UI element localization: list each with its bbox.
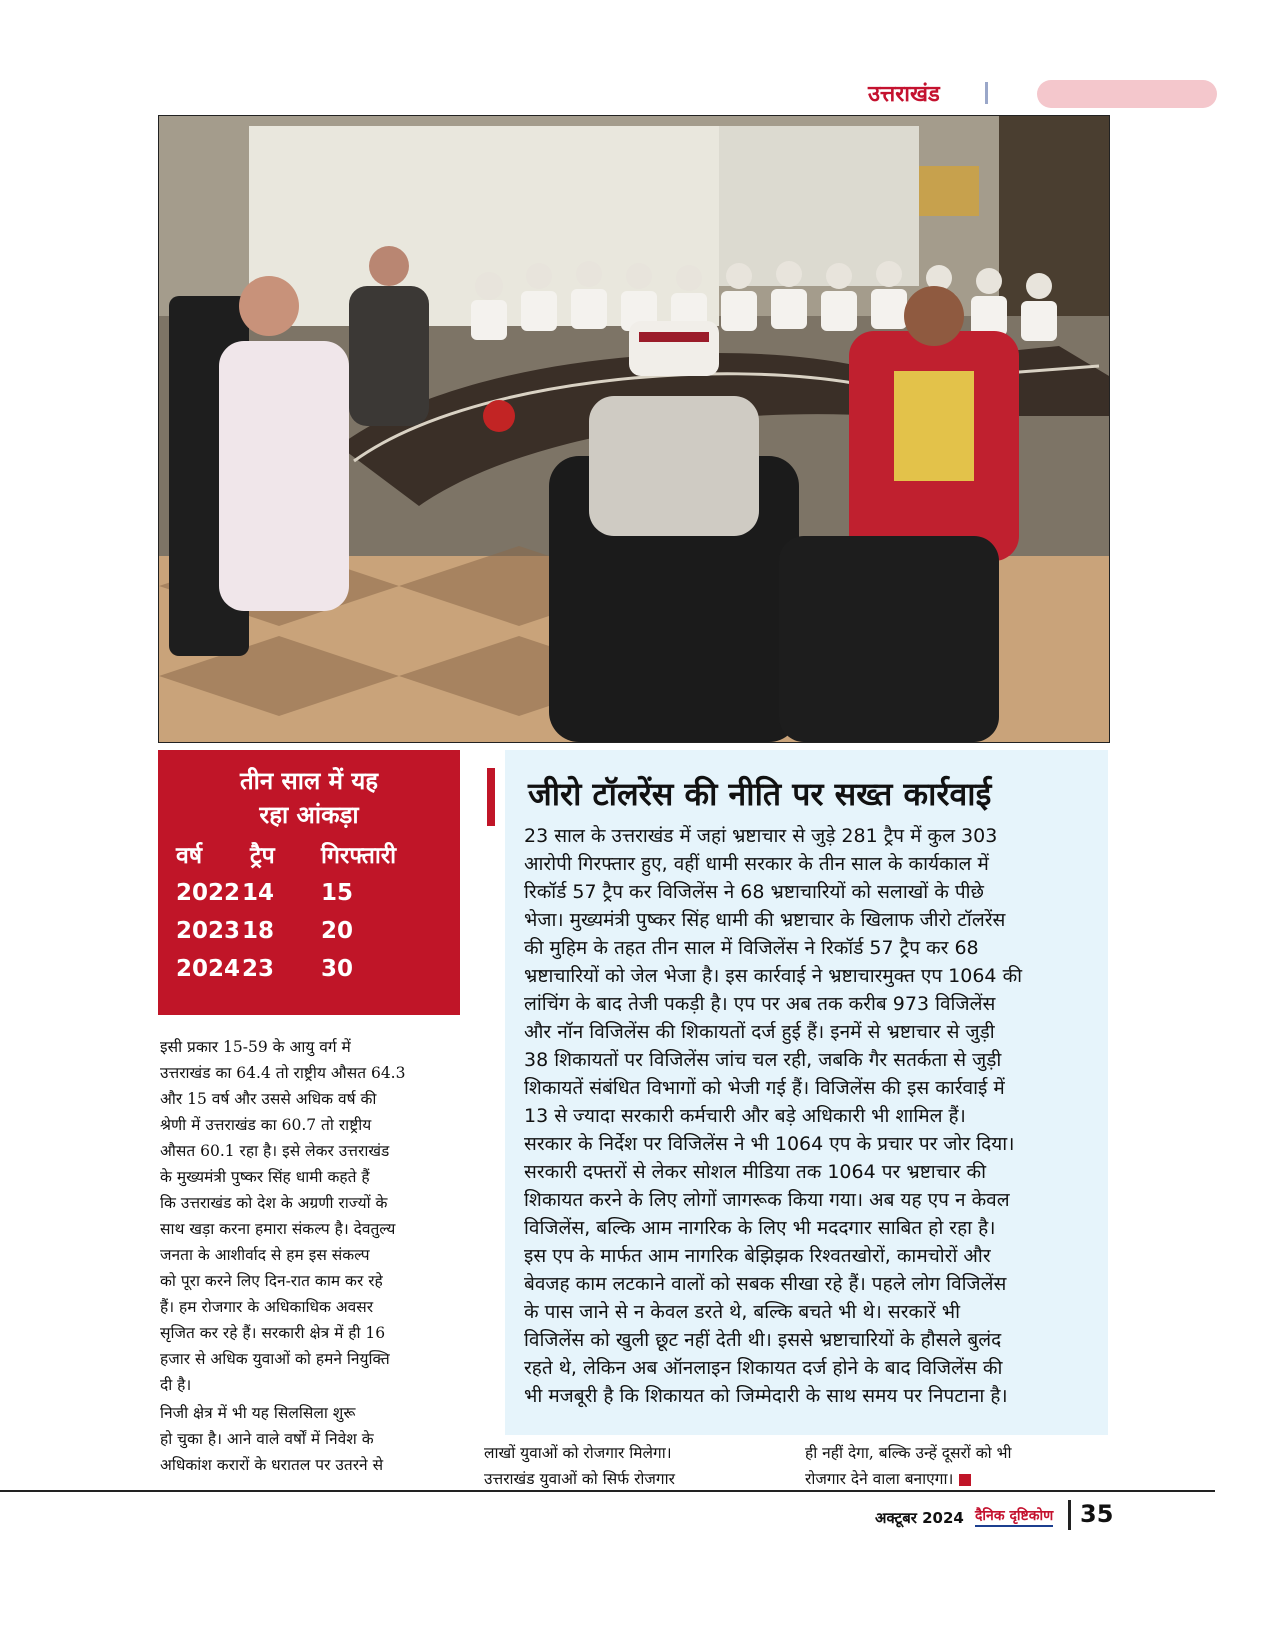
article-line: और नॉन विजिलेंस की शिकायतों दर्ज हुई हैं। इनमें से भ्रष्टाचार से जुड़ी <box>524 1021 995 1043</box>
page-number: 35 <box>1080 1500 1114 1528</box>
body-line: ही नहीं देगा, बल्कि उन्हें दूसरों को भी <box>805 1444 1012 1462</box>
article-line: की मुहिम के तहत तीन साल में विजिलेंस ने रिकॉर्ड 57 ट्रैप कर 68 <box>524 937 979 959</box>
body-line: निजी क्षेत्र में भी यह सिलसिला शुरू <box>160 1404 356 1422</box>
stats-trap: 14 <box>242 880 275 906</box>
wall-painting <box>919 166 979 216</box>
body-line: हो चुका है। आने वाले वर्षों में निवेश के <box>160 1430 374 1448</box>
article-line: आरोपी गिरफ्तार हुए, वहीं धामी सरकार के तीन साल के कार्यकाल में <box>524 853 989 875</box>
body-line: श्रेणी में उत्तराखंड का 60.7 तो राष्ट्रीय <box>160 1116 372 1134</box>
meeting-photo-drawing <box>159 116 1109 742</box>
stats-arrests: 15 <box>321 880 354 906</box>
body-line: इसी प्रकार 15-59 के आयु वर्ग में <box>160 1038 351 1056</box>
body-line: सृजित कर रहे हैं। सरकारी क्षेत्र में ही 16 <box>160 1324 386 1342</box>
body-line: और 15 वर्ष और उससे अधिक वर्ष की <box>160 1090 377 1108</box>
body-line: अधिकांश करारों के धरातल पर उतरने से <box>160 1456 384 1474</box>
body-line: कि उत्तराखंड को देश के अग्रणी राज्यों के <box>160 1194 388 1212</box>
article-line: 13 से ज्यादा सरकारी कर्मचारी और बड़े अधिकारी भी शामिल हैं। <box>524 1105 966 1127</box>
stats-trap: 18 <box>242 918 275 944</box>
footer-divider <box>1068 1500 1071 1530</box>
article-line: भेजा। मुख्यमंत्री पुष्कर सिंह धामी की भ्रष्टाचार के खिलाफ जीरो टॉलरेंस <box>524 909 1006 931</box>
body-line: हजार से अधिक युवाओं को हमने नियुक्ति <box>160 1350 390 1368</box>
publication-logo: दैनिक दृष्टिकोण <box>975 1506 1053 1527</box>
article-line: सरकारी दफ्तरों से लेकर सोशल मीडिया तक 1064 पर भ्रष्टाचार की <box>524 1161 987 1183</box>
stats-title-line2: रहा आंकड़ा <box>259 801 359 829</box>
body-line: दी है। <box>160 1376 192 1394</box>
stats-year: 2024 <box>176 956 241 982</box>
body-line: के मुख्यमंत्री पुष्कर सिंह धामी कहते हैं <box>160 1168 370 1186</box>
article-line: बेवजह काम लटकाने वालों को सबक सीखा रहे हैं। पहले लोग विजिलेंस <box>524 1273 1007 1295</box>
article-line: 38 शिकायतों पर विजिलेंस जांच चल रही, जबकि गैर सतर्कता से जुड़ी <box>524 1049 1002 1071</box>
stats-box <box>158 750 460 1015</box>
speaker-kurta <box>219 341 349 611</box>
stats-year: 2023 <box>176 918 241 944</box>
body-line: हैं। हम रोजगार के अधिकाधिक अवसर <box>160 1298 374 1316</box>
article-headline: जीरो टॉलरेंस की नीति पर सख्त कार्रवाई <box>528 775 992 813</box>
speaker-head <box>239 276 299 336</box>
stats-arrests: 20 <box>321 918 354 944</box>
article-line: शिकायतें संबंधित विभागों को भेजी गई हैं। विजिलेंस की इस कार्रवाई में <box>524 1077 1005 1099</box>
stats-year: 2022 <box>176 880 241 906</box>
article-line: रहते थे, लेकिन अब ऑनलाइन शिकायत दर्ज होने के बाद विजिलेंस की <box>524 1357 1003 1379</box>
tag-divider <box>985 82 988 104</box>
body-line: साथ खड़ा करना हमारा संकल्प है। देवतुल्य <box>160 1220 396 1238</box>
stats-header-trap: ट्रैप <box>250 843 275 869</box>
body-line: उत्तराखंड का 64.4 तो राष्ट्रीय औसत 64.3 <box>160 1064 406 1082</box>
stats-header-year: वर्ष <box>176 843 203 869</box>
body-line: उत्तराखंड युवाओं को सिर्फ रोजगार <box>484 1470 675 1488</box>
article-line: शिकायत करने के लिए लोगों जागरूक किया गया। अब यह एप न केवल <box>524 1189 1010 1211</box>
article-line: के पास जाने से न केवल डरते थे, बल्कि बचते भी थे। सरकारें भी <box>524 1301 961 1323</box>
body-line: जनता के आशीर्वाद से हम इस संकल्प <box>160 1246 370 1264</box>
article-line: भ्रष्टाचारियों को जेल भेजा है। इस कार्रवाई ने भ्रष्टाचारमुक्त एप 1064 की <box>524 965 1023 987</box>
article-line: सरकार के निर्देश पर विजिलेंस ने भी 1064 एप के प्रचार पर जोर दिया। <box>524 1133 1015 1155</box>
meeting-photo <box>158 115 1110 743</box>
footer-rule <box>0 1490 1215 1492</box>
stats-header-arrests: गिरफ्तारी <box>321 843 397 869</box>
body-line-text: रोजगार देने वाला बनाएगा। <box>805 1470 954 1488</box>
article-line: विजिलेंस, बल्कि आम नागरिक के लिए भी मददगार साबित हो रहा है। <box>524 1217 996 1239</box>
flower-bowl <box>483 400 515 432</box>
article-line: रिकॉर्ड 57 ट्रैप कर विजिलेंस ने 68 भ्रष्टाचारियों को सलाखों के पीछे <box>524 881 984 903</box>
section-tag: उत्तराखंड <box>868 82 940 107</box>
body-line: औसत 60.1 रहा है। इसे लेकर उत्तराखंड <box>160 1142 390 1160</box>
chair-right <box>779 536 999 742</box>
himachali-cap <box>629 321 719 376</box>
article-line: लांचिंग के बाद तेजी पकड़ी है। एप पर अब तक करीब 973 विजिलेंस <box>524 993 996 1015</box>
tag-pill <box>1037 80 1217 108</box>
article-line: 23 साल के उत्तराखंड में जहां भ्रष्टाचार से जुड़े 281 ट्रैप में कुल 303 <box>524 825 998 847</box>
end-square-icon <box>959 1474 971 1486</box>
stats-title-line1: तीन साल में यह <box>239 767 378 795</box>
article-line: विजिलेंस को खुली छूट नहीं देती थी। इससे भ्रष्टाचारियों के हौसले बुलंद <box>524 1329 1002 1351</box>
stats-trap: 23 <box>242 956 275 982</box>
headline-accent-bar <box>487 768 495 826</box>
stats-arrests: 30 <box>321 956 354 982</box>
body-line: लाखों युवाओं को रोजगार मिलेगा। <box>484 1444 672 1462</box>
article-line: इस एप के मार्फत आम नागरिक बेझिझक रिश्वतखोरों, कामचोरों और <box>524 1245 991 1267</box>
body-line: को पूरा करने लिए दिन-रात काम कर रहे <box>160 1272 383 1290</box>
article-line: भी मजबूरी है कि शिकायत को जिम्मेदारी के साथ समय पर निपटाना है। <box>524 1385 1008 1407</box>
body-line-end <box>805 1466 1105 1492</box>
footer-date: अक्टूबर 2024 <box>875 1509 964 1527</box>
